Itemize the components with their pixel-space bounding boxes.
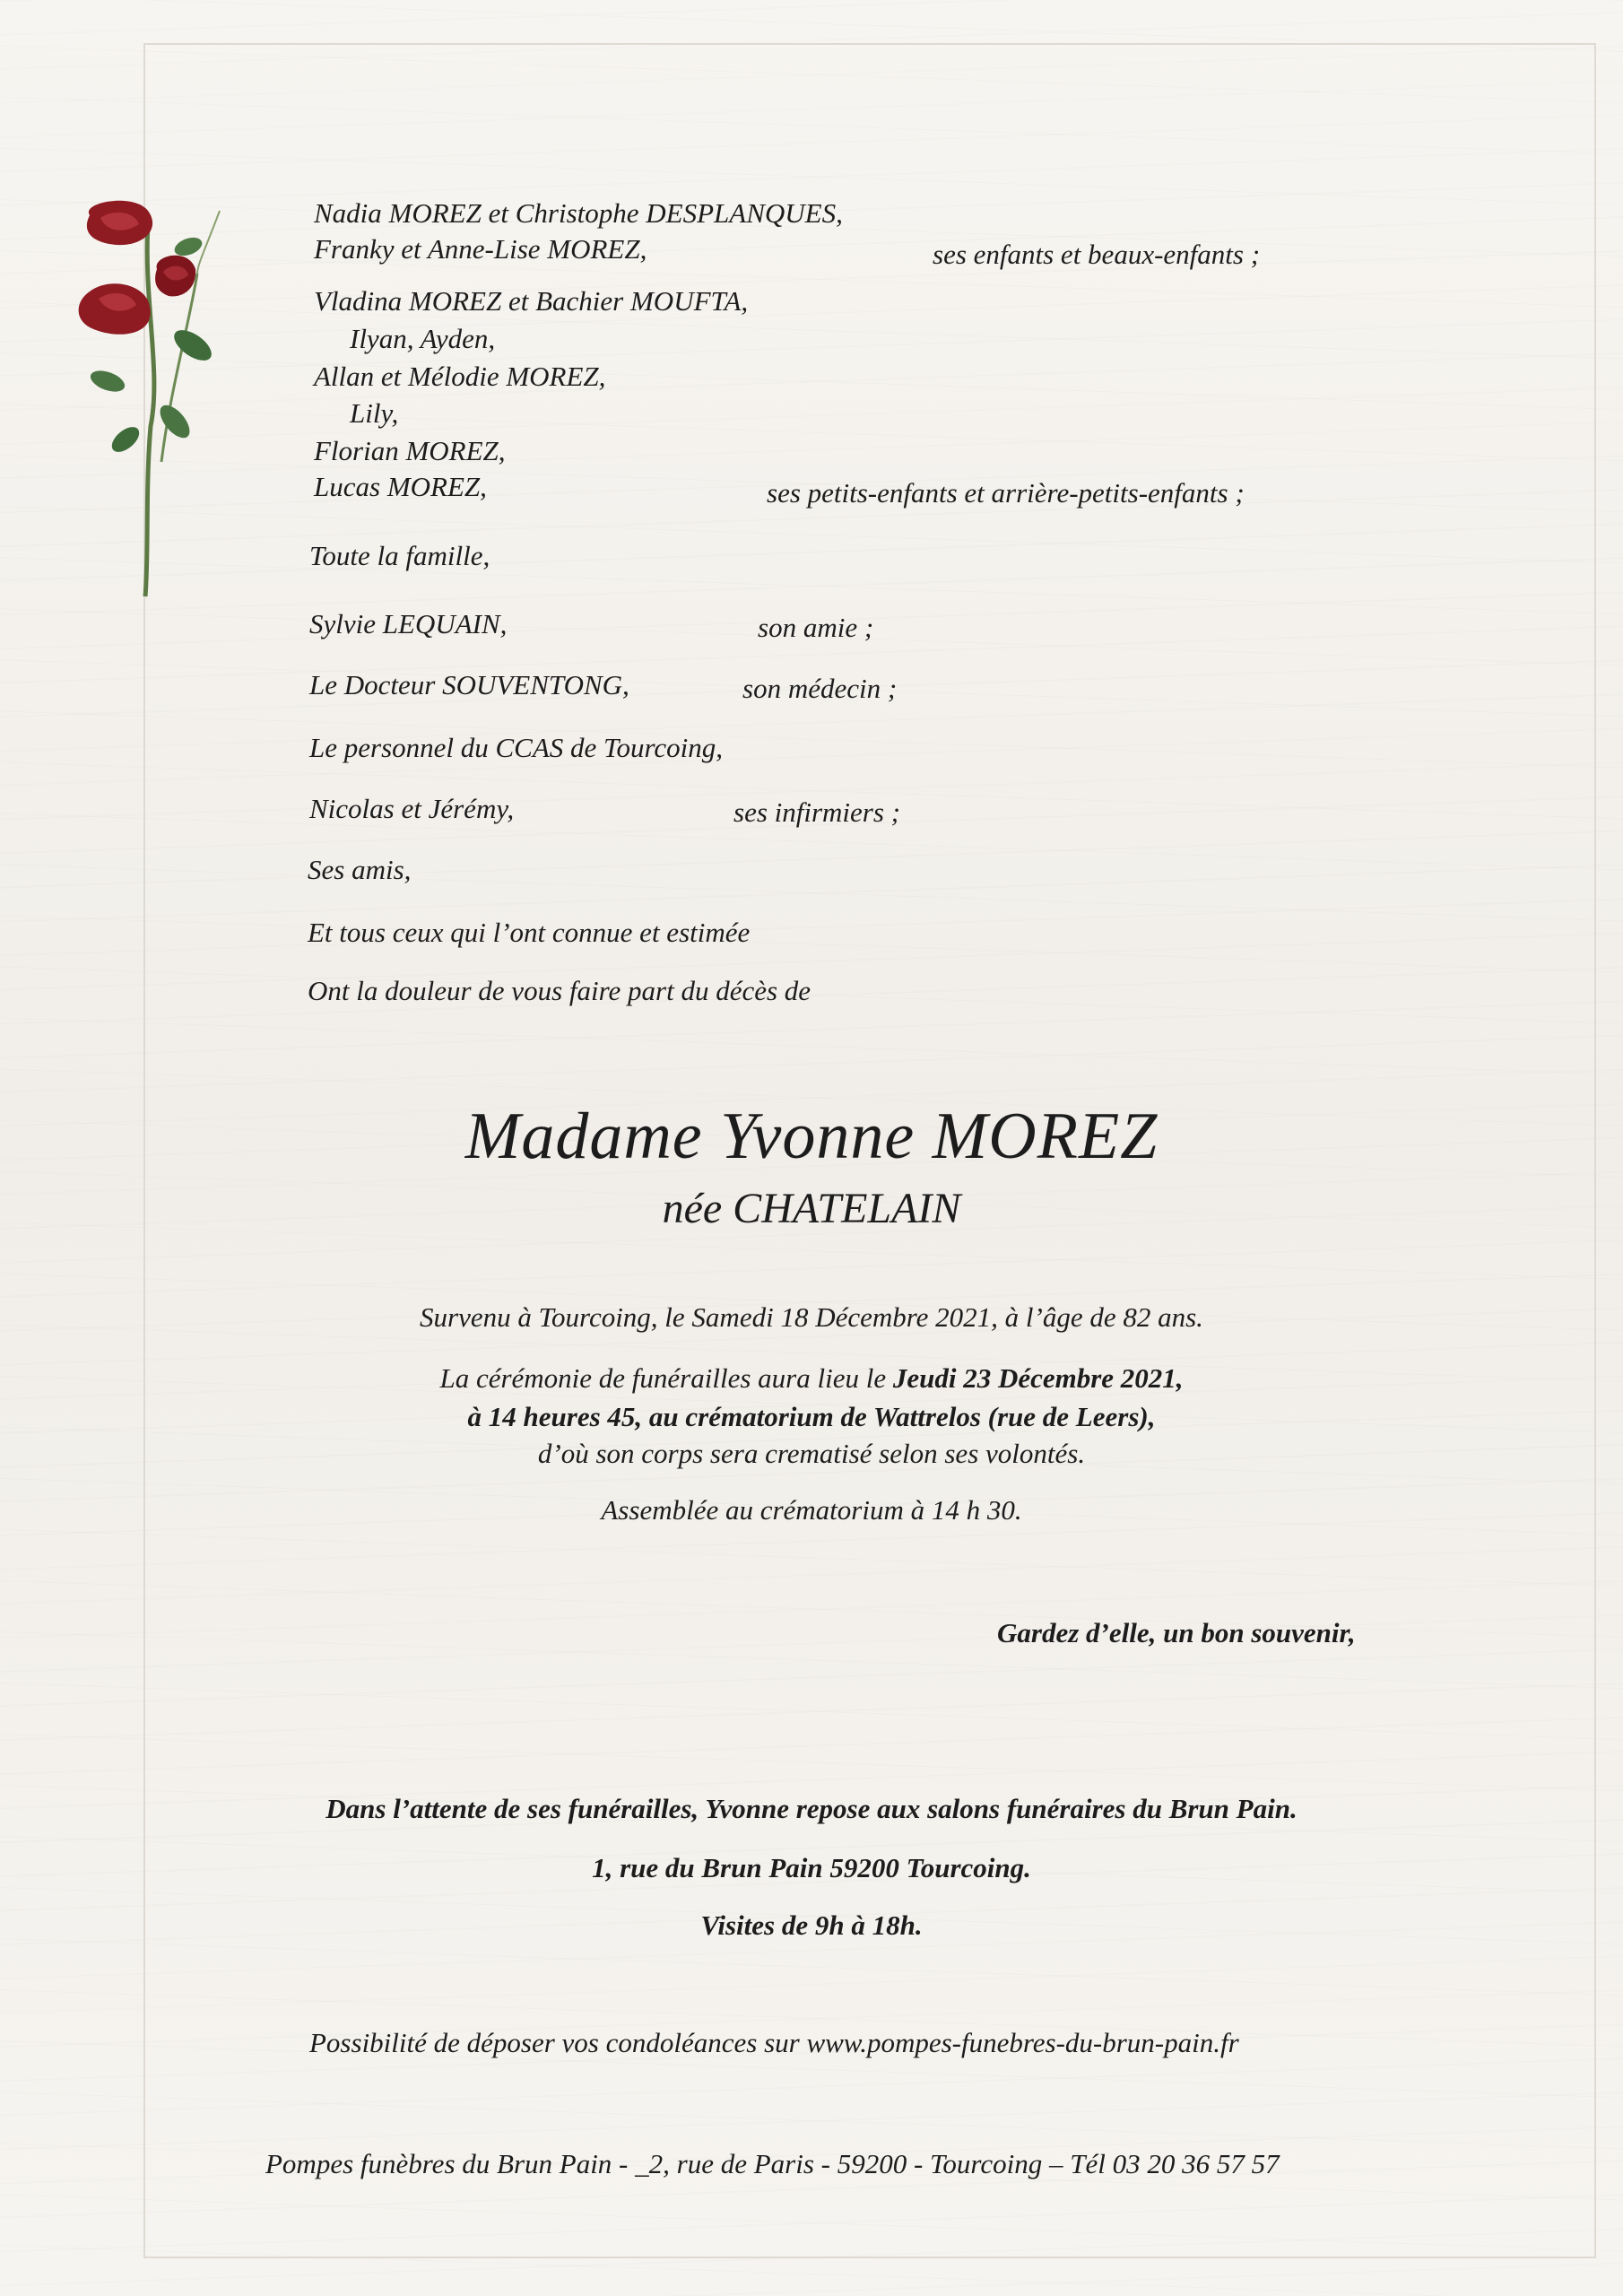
family-line: Franky et Anne-Lise MOREZ, (314, 233, 647, 265)
family-line: Allan et Mélodie MOREZ, (314, 361, 606, 392)
relation-label: son médecin ; (742, 673, 898, 704)
relation-label: son amie ; (758, 612, 874, 643)
death-notice: Survenu à Tourcoing, le Samedi 18 Décembre 2021, à l’âge de 82 ans. (420, 1301, 1203, 1333)
family-line: Nadia MOREZ et Christophe DESPLANQUES, (314, 197, 843, 229)
condolences-line: Possibilité de déposer vos condoléances sur www.pompes-funebres-du-brun-pain.fr (309, 2027, 1239, 2058)
family-line: Florian MOREZ, (314, 435, 506, 466)
family-line: Lily, (350, 397, 399, 429)
family-line: Vladina MOREZ et Bachier MOUFTA, (314, 285, 749, 317)
family-line: Lucas MOREZ, (314, 471, 487, 502)
family-line: Le Docteur SOUVENTONG, (309, 669, 629, 700)
family-line: Ses amis, (308, 854, 412, 885)
relation-label: ses petits-enfants et arrière-petits-enfants ; (767, 477, 1245, 509)
visit-info: Dans l’attente de ses funérailles, Yvonne repose aux salons funéraires du Brun Pain. (325, 1793, 1298, 1824)
deceased-name: Madame Yvonne MOREZ (464, 1100, 1159, 1173)
visit-hours: Visites de 9h à 18h. (700, 1909, 923, 1941)
relation-label: ses infirmiers ; (733, 796, 900, 828)
relation-label: ses enfants et beaux-enfants ; (933, 239, 1261, 270)
family-line: Et tous ceux qui l’ont connue et estimée (308, 917, 751, 948)
ceremony-place: à 14 heures 45, au crématorium de Wattrelos (rue de Leers), (467, 1401, 1156, 1432)
ceremony-wish: d’où son corps sera crematisé selon ses volontés. (537, 1438, 1086, 1469)
family-line: Ilyan, Ayden, (350, 323, 496, 354)
visit-address: 1, rue du Brun Pain 59200 Tourcoing. (592, 1852, 1031, 1883)
closing-phrase: Gardez d’elle, un bon souvenir, (997, 1617, 1356, 1648)
family-line: Sylvie LEQUAIN, (309, 608, 508, 639)
family-line: Nicolas et Jérémy, (309, 793, 515, 824)
family-line: Toute la famille, (309, 540, 490, 571)
ceremony-line (0, 1361, 1623, 1396)
family-line: Le personnel du CCAS de Tourcoing, (309, 732, 723, 763)
ceremony-date: Jeudi 23 Décembre 2021, (892, 1362, 1184, 1394)
maiden-name: née CHATELAIN (662, 1185, 961, 1232)
footer-contact: Pompes funèbres du Brun Pain - _2, rue de Paris - 59200 - Tourcoing – Tél 03 20 36 57 57 (265, 2148, 1280, 2179)
rose-illustration (63, 193, 242, 605)
ceremony-intro: La cérémonie de funérailles aura lieu le (439, 1362, 893, 1394)
assembly-time: Assemblée au crématorium à 14 h 30. (601, 1494, 1022, 1526)
family-line: Ont la douleur de vous faire part du décès de (308, 975, 812, 1006)
